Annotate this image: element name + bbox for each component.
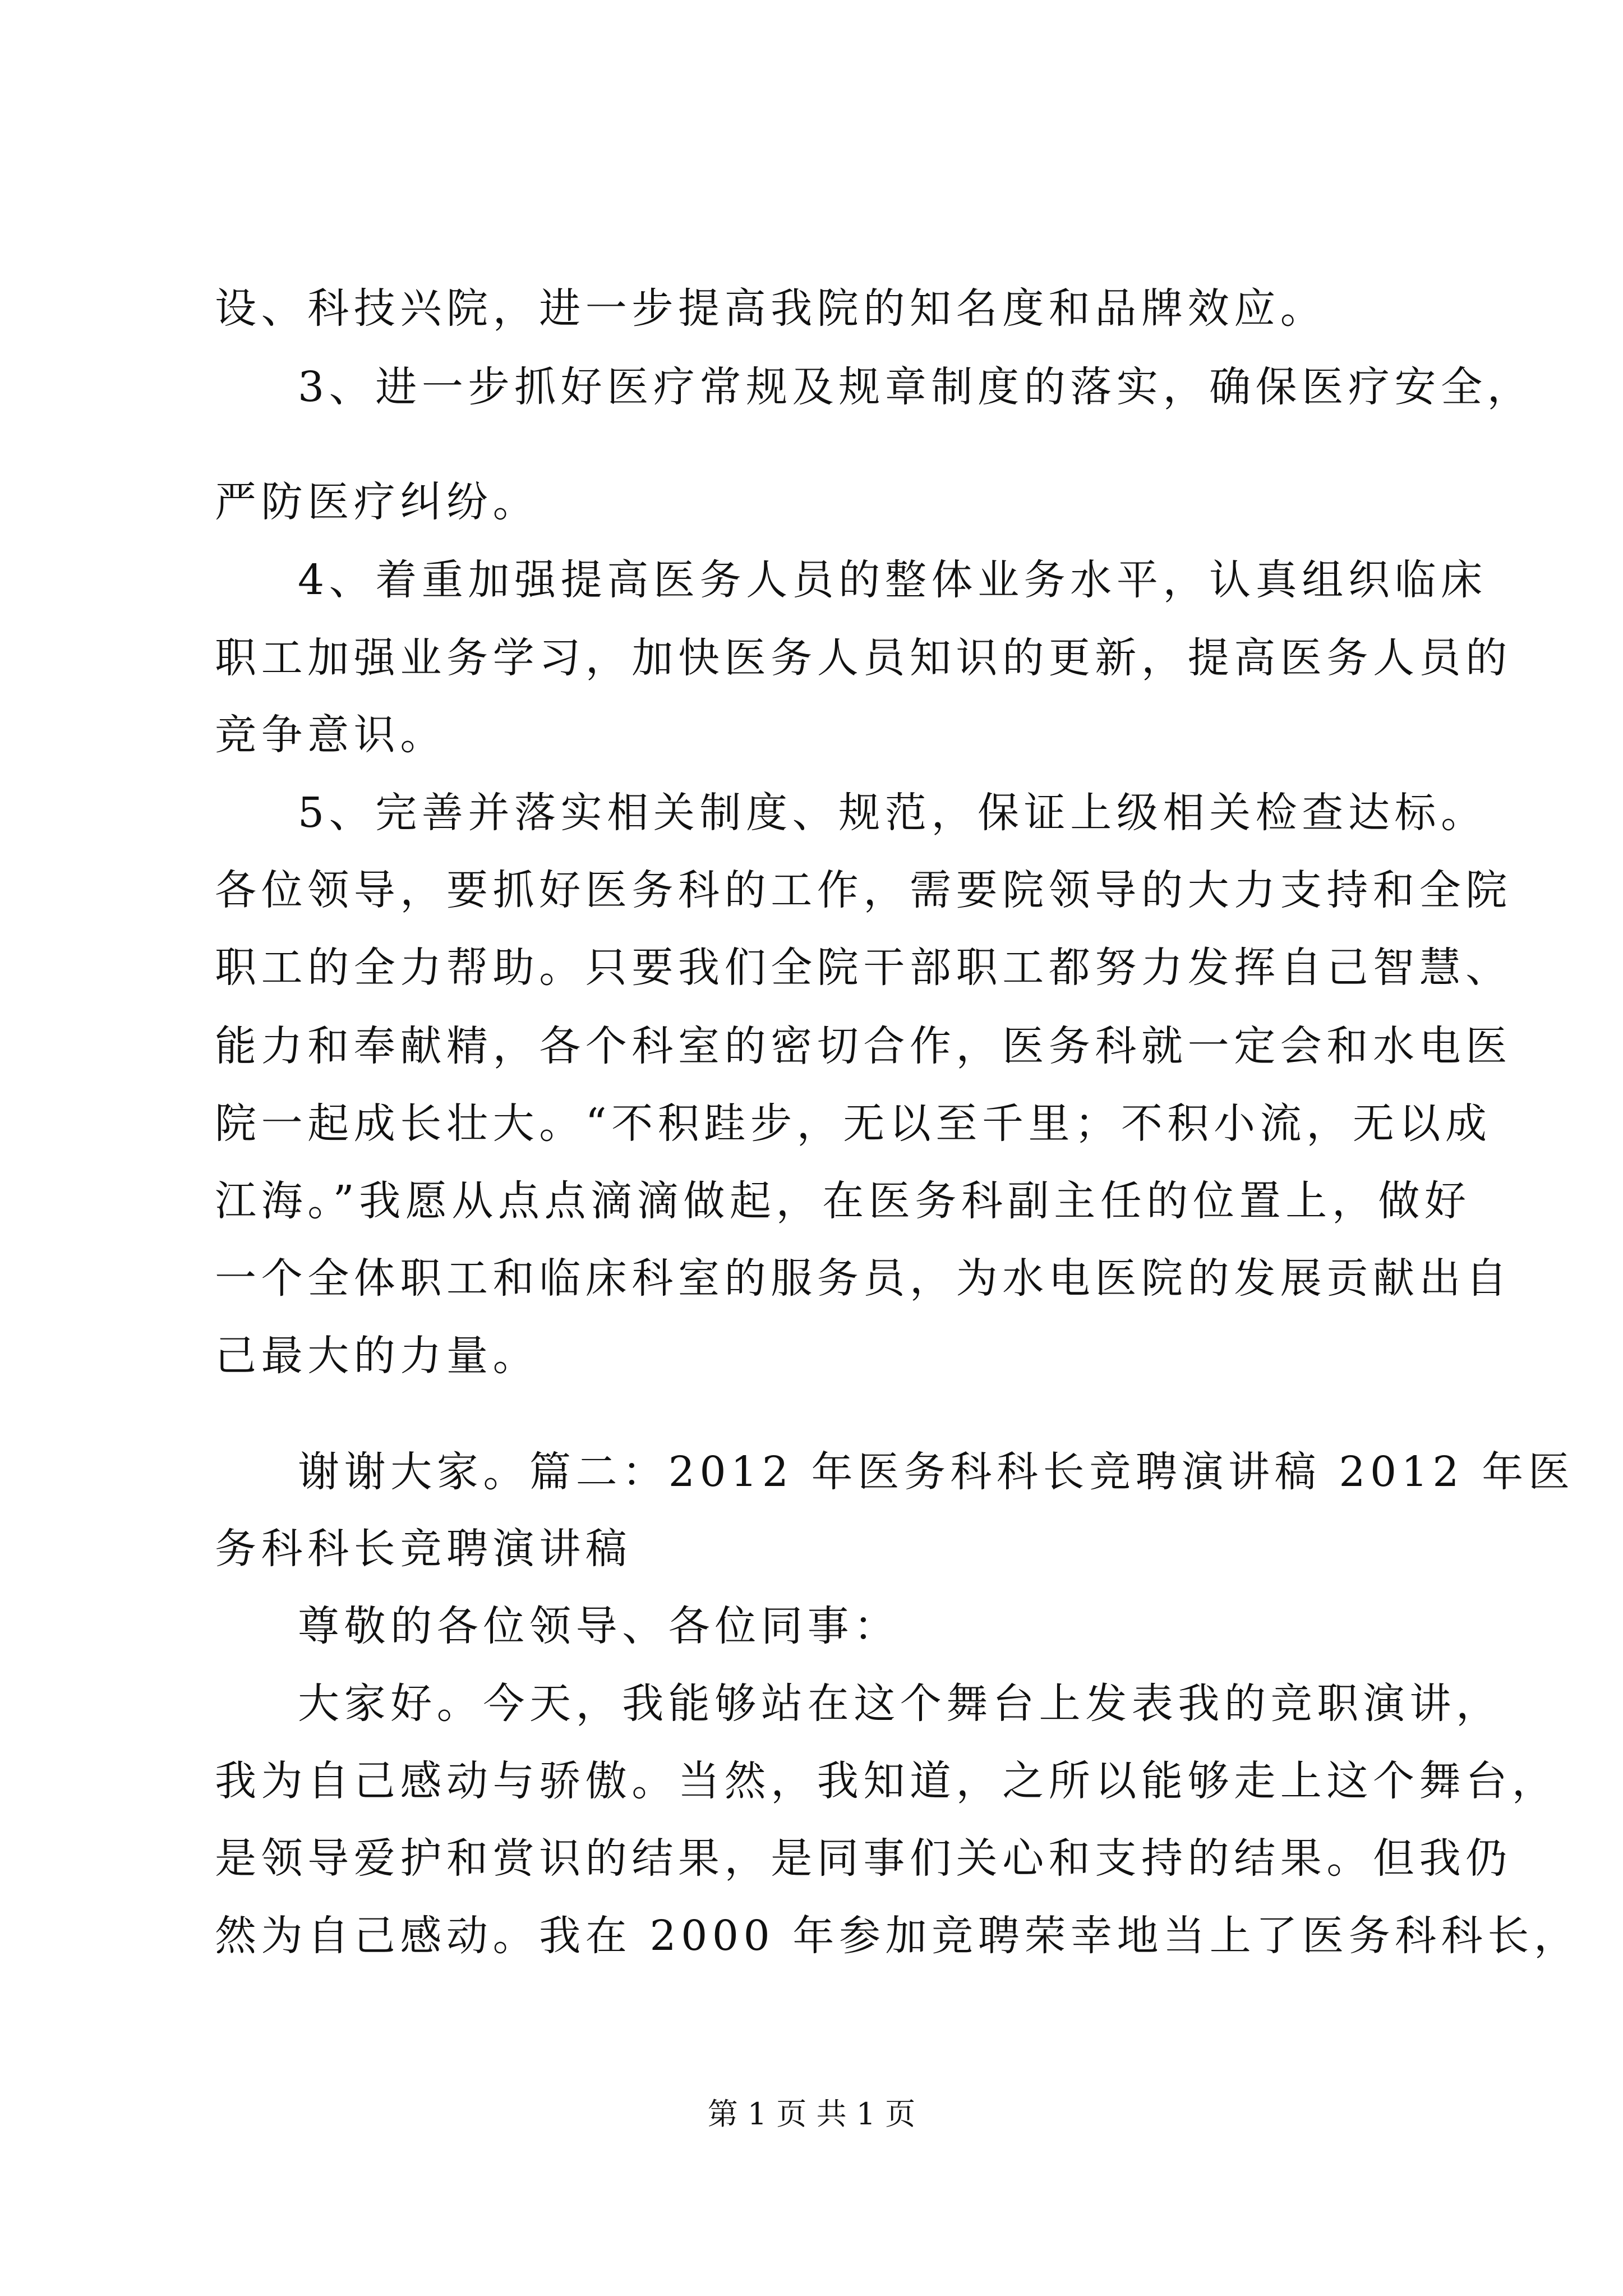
text-line: 我为自己感动与骄傲。当然，我知道，之所以能够走上这个舞台，: [215, 1757, 1559, 1805]
text-line: 务科科长竞聘演讲稿: [215, 1525, 632, 1573]
text-line: 院一起成长壮大。“不积跬步，无以至千里；不积小流，无以成: [215, 1099, 1492, 1148]
text-line: 各位领导，要抓好医务科的工作，需要院领导的大力支持和全院: [215, 866, 1512, 914]
text-line: 能力和奉献精，各个科室的密切合作，医务科就一定会和水电医: [215, 1022, 1512, 1070]
text-line: 4、着重加强提高医务人员的整体业务水平，认真组织临床: [298, 556, 1487, 604]
text-line: 严防医疗纠纷。: [215, 478, 540, 526]
text-line: 尊敬的各位领导、各位同事：: [298, 1602, 900, 1650]
text-line: 然为自己感动。我在 2000 年参加竞聘荣幸地当上了医务科科长，: [215, 1912, 1580, 1960]
text-line: 职工的全力帮助。只要我们全院干部职工都努力发挥自己智慧、: [215, 944, 1512, 992]
text-line: 职工加强业务学习，加快医务人员知识的更新，提高医务人员的: [215, 634, 1512, 682]
text-line: 一个全体职工和临床科室的服务员，为水电医院的发展贡献出自: [215, 1254, 1512, 1303]
page-number-footer: 第 1 页 共 1 页: [707, 2096, 916, 2132]
text-line: 5、完善并落实相关制度、规范，保证上级相关检查达标。: [298, 789, 1487, 837]
text-line: 谢谢大家。篇二：2012 年医务科科长竞聘演讲稿 2012 年医: [298, 1448, 1575, 1496]
text-line: 大家好。今天，我能够站在这个舞台上发表我的竞职演讲，: [298, 1680, 1502, 1728]
text-line: 江海。”我愿从点点滴滴做起，在医务科副主任的位置上，做好: [215, 1177, 1471, 1225]
text-line: 己最大的力量。: [215, 1332, 540, 1380]
text-line: 是领导爱护和赏识的结果，是同事们关心和支持的结果。但我仍: [215, 1834, 1512, 1883]
text-line: 设、科技兴院，进一步提高我院的知名度和品牌效应。: [215, 284, 1327, 333]
text-line: 3、进一步抓好医疗常规及规章制度的落实，确保医疗安全，: [298, 363, 1534, 411]
text-line: 竞争意识。: [215, 711, 446, 759]
